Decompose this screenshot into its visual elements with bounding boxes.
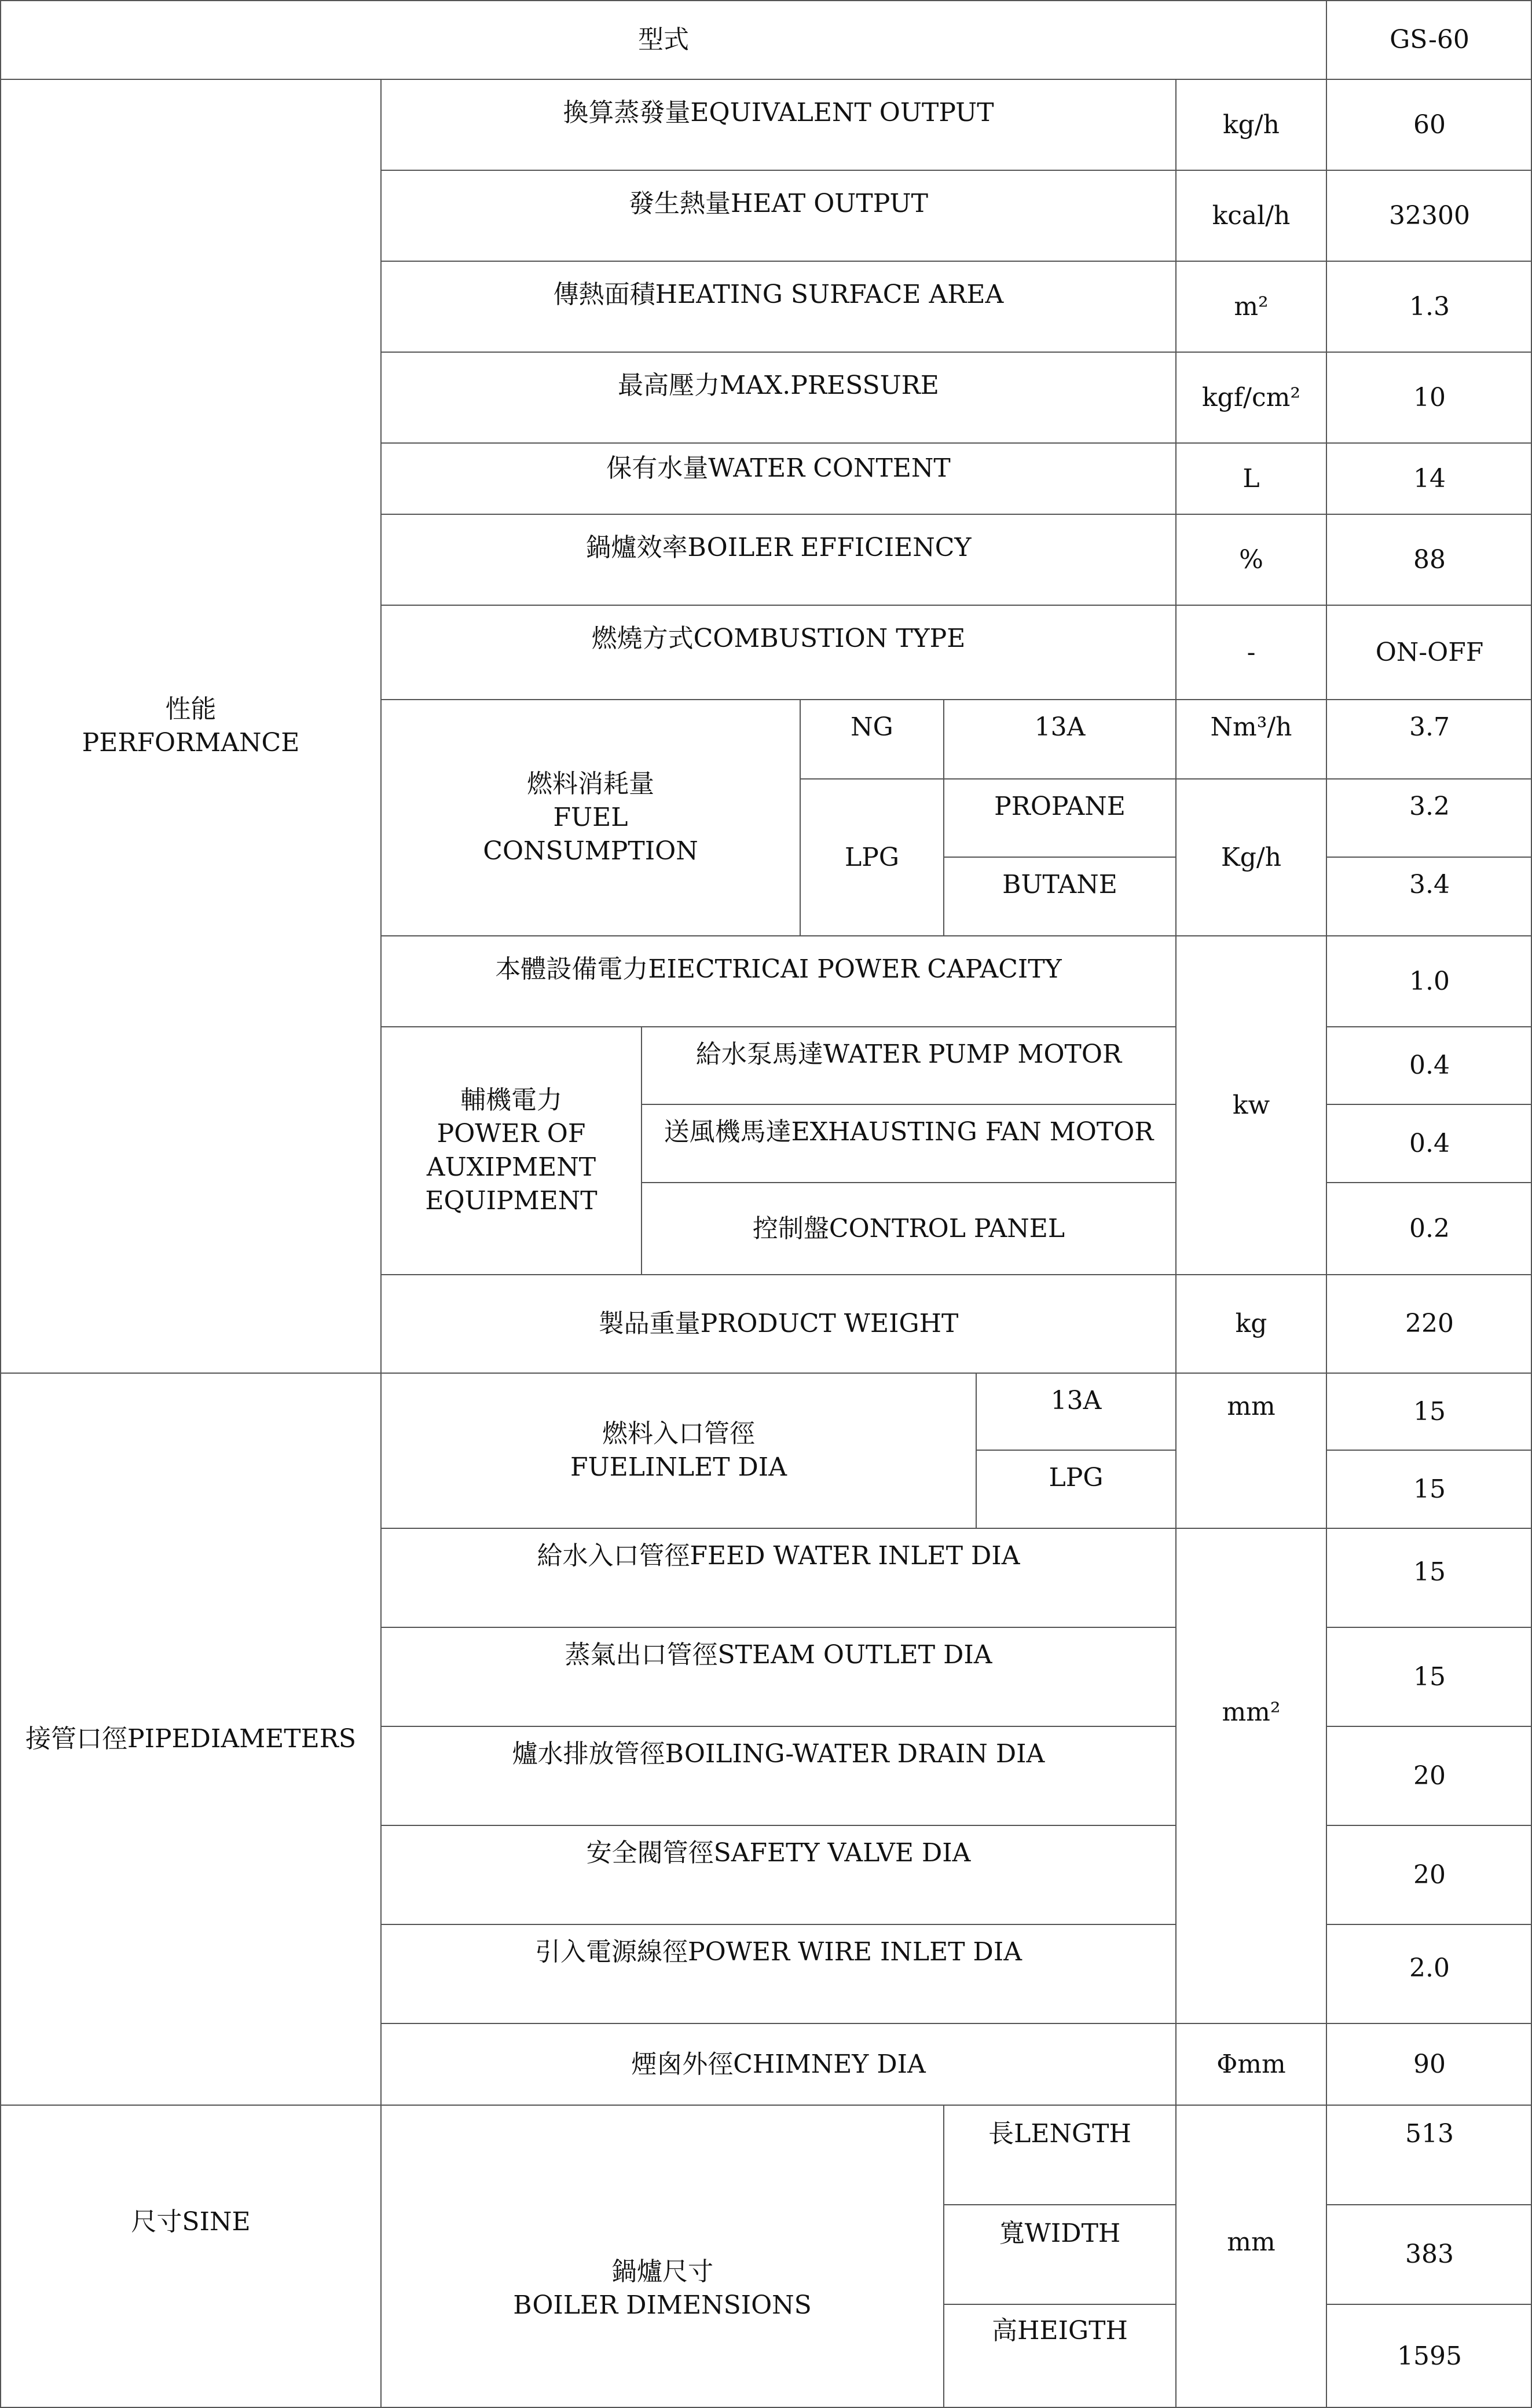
performance-group-label	[0, 79, 380, 1373]
performance-label-zh: 性能	[165, 694, 217, 724]
steam-outlet-label: 蒸氣出口管徑STEAM OUTLET DIA	[380, 1627, 1175, 1726]
fuel-inlet-label-zh: 燃料入口管徑	[602, 1419, 755, 1448]
row-heating-surface-unit: m²	[1175, 261, 1326, 352]
fuel-consumption-label-en2: CONSUMPTION	[483, 836, 698, 866]
fuel-consumption-label-zh: 燃料消耗量	[526, 769, 654, 799]
boiler-dimensions-label	[380, 2105, 943, 2408]
row-equivalent-output-value: 60	[1326, 79, 1532, 170]
row-water-content-unit: L	[1175, 442, 1326, 514]
control-panel-value: 0.2	[1326, 1182, 1532, 1274]
pipe-mm2-unit: mm²	[1175, 1528, 1326, 2023]
aux-power-label-en3: EQUIPMENT	[425, 1186, 598, 1216]
boiler-dimensions-label-zh: 鍋爐尺寸	[611, 2257, 713, 2286]
fuel-butane-value: 3.4	[1326, 857, 1532, 935]
fuel-ng-value: 3.7	[1326, 699, 1532, 778]
chimney-dia-unit: Φmm	[1175, 2023, 1326, 2105]
height-label: 高HEIGTH	[943, 2304, 1175, 2408]
power-wire-inlet-value: 2.0	[1326, 1924, 1532, 2023]
aux-power-label-en2: AUXIPMENT	[426, 1152, 596, 1182]
steam-outlet-value: 15	[1326, 1627, 1532, 1726]
feed-water-inlet-label: 給水入口管徑FEED WATER INLET DIA	[380, 1528, 1175, 1627]
boiling-water-drain-label: 爐水排放管徑BOILING-WATER DRAIN DIA	[380, 1726, 1175, 1825]
fuel-inlet-label-en: FUELINLET DIA	[570, 1452, 787, 1482]
product-weight-value: 220	[1326, 1274, 1532, 1373]
water-pump-label: 給水泵馬達WATER PUMP MOTOR	[641, 1026, 1175, 1104]
size-group-label: 尺寸SINE	[0, 2105, 380, 2408]
performance-label-en: PERFORMANCE	[82, 728, 300, 757]
row-heat-output-value: 32300	[1326, 170, 1532, 261]
fuel-inlet-lpg-label: LPG	[976, 1450, 1175, 1528]
width-label: 寬WIDTH	[943, 2204, 1175, 2304]
control-panel-label: 控制盤CONTROL PANEL	[641, 1182, 1175, 1274]
fuel-inlet-label	[380, 1373, 976, 1528]
dimensions-unit: mm	[1175, 2105, 1326, 2408]
aux-power-label-en1: POWER OF	[437, 1119, 586, 1148]
chimney-dia-value: 90	[1326, 2023, 1532, 2105]
row-heat-output-unit: kcal/h	[1175, 170, 1326, 261]
safety-valve-label: 安全閥管徑SAFETY VALVE DIA	[380, 1825, 1175, 1924]
fan-motor-value: 0.4	[1326, 1104, 1532, 1182]
row-heating-surface-label: 傳熱面積HEATING SURFACE AREA	[380, 261, 1175, 352]
fan-motor-label: 送風機馬達EXHAUSTING FAN MOTOR	[641, 1104, 1175, 1182]
row-boiler-efficiency-label: 鍋爐效率BOILER EFFICIENCY	[380, 514, 1175, 605]
fuel-propane-value: 3.2	[1326, 778, 1532, 857]
height-value: 1595	[1326, 2304, 1532, 2408]
fuel-lpg-label: LPG	[800, 778, 943, 935]
fuel-butane-label: BUTANE	[943, 857, 1175, 935]
model-header-value: GS-60	[1326, 0, 1532, 79]
row-heat-output-label: 發生熱量HEAT OUTPUT	[380, 170, 1175, 261]
length-label: 長LENGTH	[943, 2105, 1175, 2204]
fuel-inlet-lpg-value: 15	[1326, 1450, 1532, 1528]
product-weight-unit: kg	[1175, 1274, 1326, 1373]
row-boiler-efficiency-unit: %	[1175, 514, 1326, 605]
row-water-content-value: 14	[1326, 442, 1532, 514]
row-max-pressure-value: 10	[1326, 352, 1532, 442]
boiler-dimensions-label-en: BOILER DIMENSIONS	[513, 2290, 812, 2320]
boiling-water-drain-value: 20	[1326, 1726, 1532, 1825]
model-header-label: 型式	[0, 0, 1326, 79]
fuel-consumption-label-en1: FUEL	[553, 803, 628, 832]
row-combustion-type-value: ON-OFF	[1326, 605, 1532, 699]
row-heating-surface-value: 1.3	[1326, 261, 1532, 352]
row-equivalent-output-unit: kg/h	[1175, 79, 1326, 170]
power-capacity-label: 本體設備電力EIECTRICAI POWER CAPACITY	[380, 935, 1175, 1026]
fuel-lpg-unit: Kg/h	[1175, 778, 1326, 935]
aux-power-label-zh: 輔機電力	[460, 1085, 562, 1115]
width-value: 383	[1326, 2204, 1532, 2304]
aux-power-label	[380, 1026, 641, 1274]
fuel-inlet-13a-label: 13A	[976, 1373, 1175, 1450]
fuel-inlet-13a-value: 15	[1326, 1373, 1532, 1450]
row-combustion-type-label: 燃燒方式COMBUSTION TYPE	[380, 605, 1175, 699]
row-equivalent-output-label: 換算蒸發量EQUIVALENT OUTPUT	[380, 79, 1175, 170]
row-boiler-efficiency-value: 88	[1326, 514, 1532, 605]
row-max-pressure-label: 最高壓力MAX.PRESSURE	[380, 352, 1175, 442]
fuel-ng-label: NG	[800, 699, 943, 778]
power-capacity-value: 1.0	[1326, 935, 1532, 1026]
product-weight-label: 製品重量PRODUCT WEIGHT	[380, 1274, 1175, 1373]
fuel-inlet-unit: mm	[1175, 1373, 1326, 1528]
fuel-ng-13a-label: 13A	[943, 699, 1175, 778]
chimney-dia-label: 煙囪外徑CHIMNEY DIA	[380, 2023, 1175, 2105]
pipe-diameters-group-label: 接管口徑PIPEDIAMETERS	[0, 1373, 380, 2105]
row-max-pressure-unit: kgf/cm²	[1175, 352, 1326, 442]
fuel-consumption-label	[380, 699, 800, 935]
safety-valve-value: 20	[1326, 1825, 1532, 1924]
feed-water-inlet-value: 15	[1326, 1528, 1532, 1627]
power-wire-inlet-label: 引入電源線徑POWER WIRE INLET DIA	[380, 1924, 1175, 2023]
row-water-content-label: 保有水量WATER CONTENT	[380, 442, 1175, 514]
water-pump-value: 0.4	[1326, 1026, 1532, 1104]
power-unit: kw	[1175, 935, 1326, 1274]
fuel-ng-unit: Nm³/h	[1175, 699, 1326, 778]
row-combustion-type-unit: -	[1175, 605, 1326, 699]
fuel-propane-label: PROPANE	[943, 778, 1175, 857]
length-value: 513	[1326, 2105, 1532, 2204]
